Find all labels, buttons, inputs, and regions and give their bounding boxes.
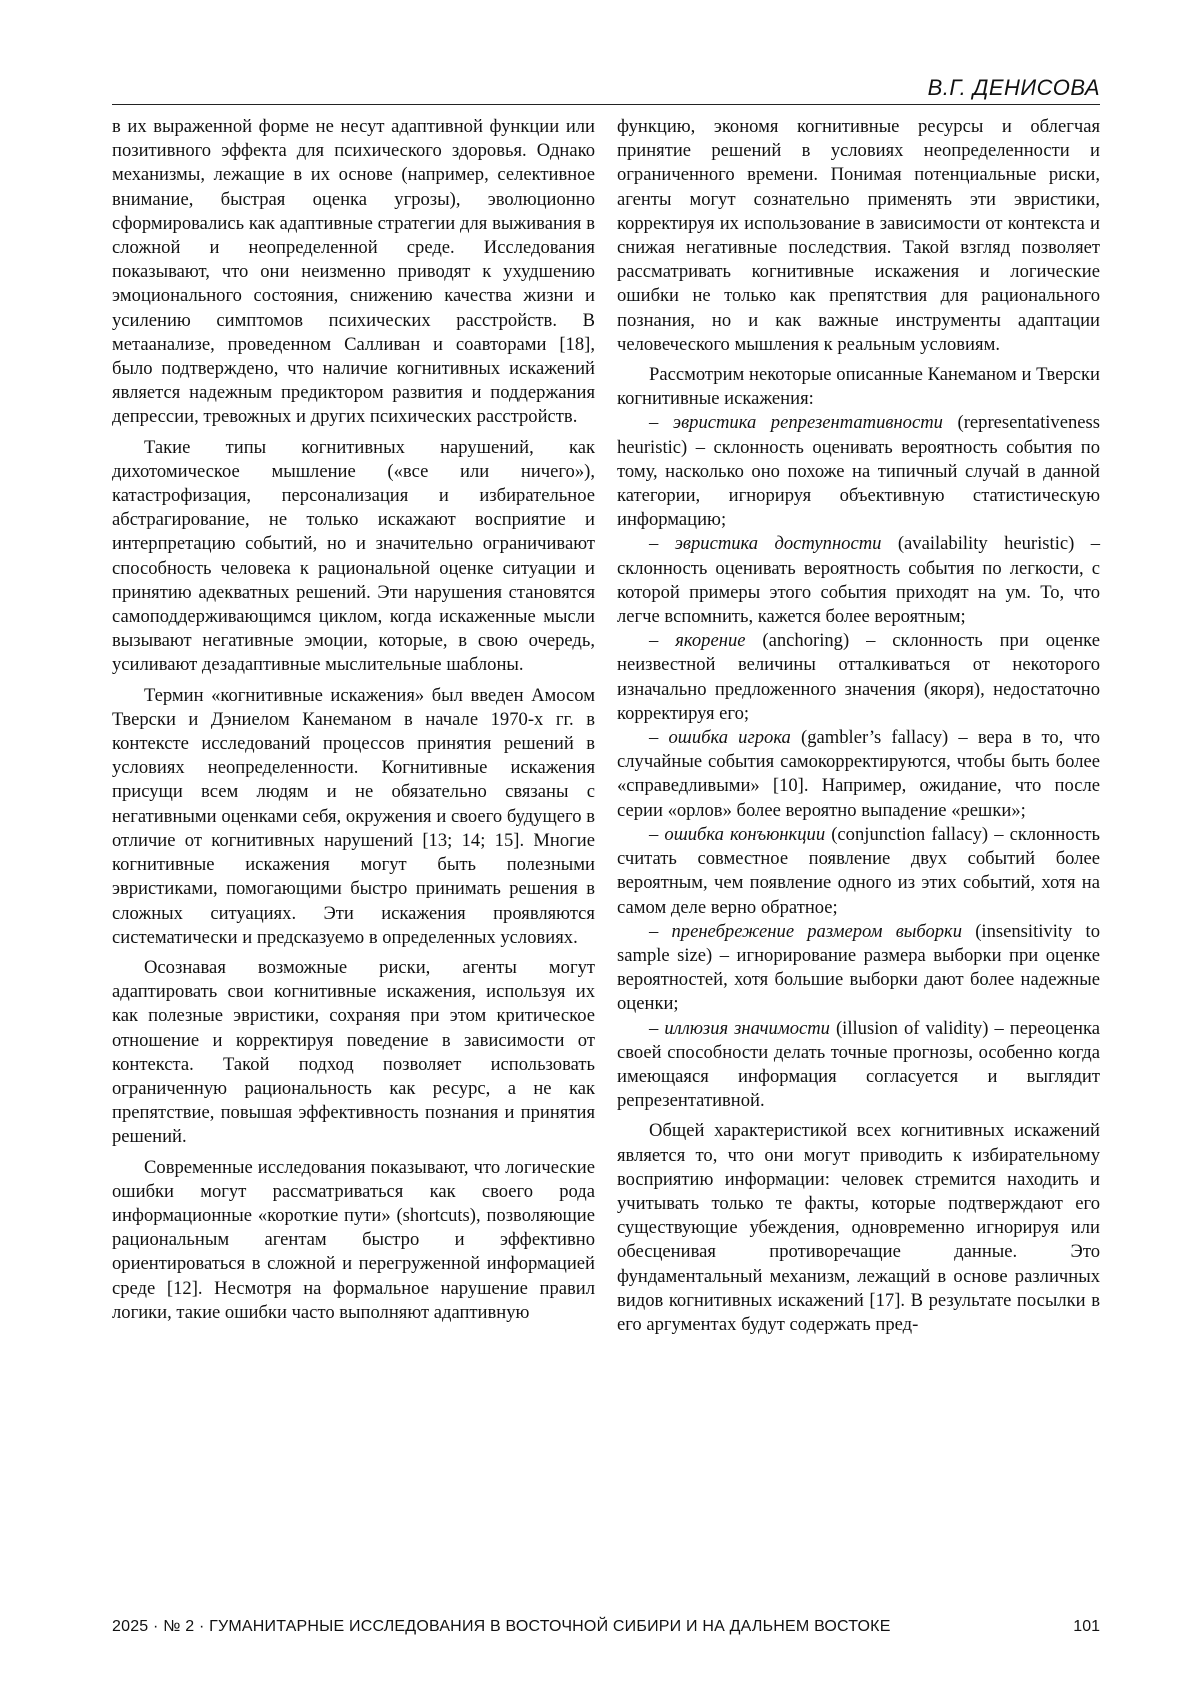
list-item-term: якорение bbox=[675, 630, 746, 652]
list-item-text: (representativeness heuristic) – склонность оценивать вероятность события по тому, насколько оно похоже на типичный случай в данной категории, игнорируя объективную статистическую информацию; bbox=[617, 412, 1101, 531]
paragraph: Рассмотрим некоторые описанные Канеманом и Тверски когнитивные искажения: bbox=[617, 364, 1100, 410]
list-item-text: (anchoring) – склонность при оценке неизвестной величины отталкиваться от некоторого изначально предложенного значения (якоря), недостаточно корректируя его; bbox=[617, 630, 1101, 724]
right-column bbox=[617, 115, 1100, 1343]
paragraph: Термин «когнитивные искажения» был введен Амосом Тверски и Дэниелом Канеманом в начале 1970-х гг. в контексте исследований процессов принятия решений в условиях неопределенности. Когнитивные искажения присущи всем людям и не обязательно связаны с негативными оценками себя, окружения и своего будущего в отличие от когнитивных нарушений [13; 14; 15]. Многие когнитивные искажения могут быть полезными эвристиками, помогающими быстро принимать решения в сложных ситуациях. Эти искажения проявляются систематически и предсказуемо в определенных условиях. bbox=[112, 684, 595, 948]
list-item-term: эвристика репрезентативности bbox=[672, 412, 943, 434]
list-item: – эвристика репрезентативности (representativeness heuristic) – склонность оценивать вероятность события по тому, насколько оно похоже на типичный случай в данной категории, игнорируя объективную статистическую информацию; bbox=[617, 412, 1101, 531]
list-item: – якорение (anchoring) – склонность при оценке неизвестной величины отталкиваться от некоторого изначально предложенного значения (якоря), недостаточно корректируя его; bbox=[617, 630, 1101, 724]
left-column bbox=[112, 115, 595, 1331]
list-item-term: ошибка игрока bbox=[668, 727, 791, 749]
page-number: 101 bbox=[1073, 1618, 1100, 1635]
list-item-term: эвристика доступности bbox=[674, 533, 882, 555]
list-item-text: (insensitivity to sample size) – игнорирование размера выборки при оценке вероятностей, хотя большие выборки дают более надежные оценки; bbox=[617, 920, 1100, 1015]
list-item: – эвристика доступности (availability heuristic) – склонность оценивать вероятность события по легкости, с которой примеры этого события приходят на ум. То, что легче вспомнить, кажется более вероятным; bbox=[617, 533, 1100, 628]
paragraph: функцию, экономя когнитивные ресурсы и облегчая принятие решений в условиях неопределенности и ограниченного времени. Понимая потенциальные риски, агенты могут сознательно применять эти эвристики, корректируя их использование в зависимости от контекста и снижая негативные последствия. Такой взгляд позволяет рассматривать когнитивные искажения и логические ошибки не только как препятствия для рационального познания, но и как важные инструменты адаптации человеческого мышления к реальным условиям. bbox=[617, 116, 1100, 355]
paragraph: Такие типы когнитивных нарушений, как дихотомическое мышление («все или ничего»), катастрофизация, персонализация и избирательное абстрагирование, не только искажают восприятие и интерпретацию событий, но и значительно ограничивают способность человека к рациональной оценке ситуации и принятию адекватных решений. Эти нарушения становятся самоподдерживающимся циклом, когда искаженные мысли вызывают негативные эмоции, которые, в свою очередь, усиливают дезадаптивные мыслительные шаблоны. bbox=[112, 436, 595, 676]
running-header-author: В.Г. ДЕНИСОВА bbox=[927, 75, 1100, 100]
list-item-term: пренебрежение размером выборки bbox=[671, 920, 963, 942]
header-divider bbox=[112, 104, 1100, 105]
journal-title: 2025 · № 2 · ГУМАНИТАРНЫЕ ИССЛЕДОВАНИЯ В ВОСТОЧНОЙ СИБИРИ И НА ДАЛЬНЕМ ВОСТОКЕ bbox=[112, 1618, 891, 1635]
paragraph: Современные исследования показывают, что логические ошибки могут рассматриваться как своего рода информационные «короткие пути» (shortcuts), позволяющие рациональным агентам быстро и эффективно ориентироваться в сложной и перегруженной информацией среде [12]. Несмотря на формальное нарушение правил логики, такие ошибки часто выполняют адаптивную bbox=[112, 1156, 595, 1323]
paragraph: в их выраженной форме не несут адаптивной функции или позитивного эффекта для психического здоровья. Однако механизмы, лежащие в их основе (например, селективное внимание, быстрая оценка угрозы), эволюционно сформировались как адаптивные стратегии для выживания в сложной и неопределенной среде. Исследования показывают, что они неизменно приводят к ухудшению эмоционального состояния, снижению качества жизни и усилению симптомов психических расстройств. В метаанализе, проведенном Салливан и соавторами [18], было подтверждено, что наличие когнитивных искажений является надежным предиктором развития и поддержания депрессии, тревожных и других психических расстройств. bbox=[112, 116, 595, 428]
list-item: – ошибка конъюнкции (conjunction fallacy) – склонность считать совместное появление двух событий более вероятным, чем появление одного из этих событий, хотя на самом деле верно обратное; bbox=[617, 823, 1100, 918]
list-item-text: (conjunction fallacy) – склонность считать совместное появление двух событий более вероятным, чем появление одного из этих событий, хотя на самом деле верно обратное; bbox=[617, 823, 1100, 918]
list-item-text: (illusion of validity) – переоценка своей способности делать точные прогнозы, особенно когда имеющаяся информация согласуется и выглядит репрезентативной. bbox=[617, 1017, 1100, 1112]
list-item-term: иллюзия значимости bbox=[664, 1017, 830, 1039]
list-item: – иллюзия значимости (illusion of validity) – переоценка своей способности делать точные прогнозы, особенно когда имеющаяся информация согласуется и выглядит репрезентативной. bbox=[617, 1017, 1100, 1112]
paragraph: Осознавая возможные риски, агенты могут адаптировать свои когнитивные искажения, используя их как полезные эвристики, сохраняя при этом критическое отношение и корректируя поведение в зависимости от контекста. Такой подход позволяет использовать ограниченную рациональность как ресурс, а не как препятствие, повышая эффективность познания и принятия решений. bbox=[112, 956, 595, 1148]
list-item: – пренебрежение размером выборки (insensitivity to sample size) – игнорирование размера выборки при оценке вероятностей, хотя большие выборки дают более надежные оценки; bbox=[617, 920, 1100, 1015]
list-item-term: ошибка конъюнкции bbox=[664, 823, 826, 845]
list-item-text: (availability heuristic) – склонность оценивать вероятность события по легкости, с которой примеры этого события приходят на ум. То, что легче вспомнить, кажется более вероятным; bbox=[617, 533, 1100, 628]
list-item-text: (gambler’s fallacy) – вера в то, что случайные события самокорректируются, чтобы быть более «справедливыми» [10]. Например, ожидание, что после серии «орлов» более вероятно выпадение «решки»; bbox=[617, 727, 1100, 821]
paragraph: Общей характеристикой всех когнитивных искажений является то, что они могут приводить к избирательному восприятию информации: человек стремится находить и учитывать только те факты, которые подтверждают его существующие убеждения, одновременно игнорируя или обесценивая противоречащие данные. Это фундаментальный механизм, лежащий в основе различных видов когнитивных искажений [17]. В результате посылки в его аргументах будут содержать пред- bbox=[617, 1120, 1100, 1335]
list-item: – ошибка игрока (gambler’s fallacy) – вера в то, что случайные события самокорректируются, чтобы быть более «справедливыми» [10]. Например, ожидание, что после серии «орлов» более вероятно выпадение «решки»; bbox=[617, 727, 1100, 821]
